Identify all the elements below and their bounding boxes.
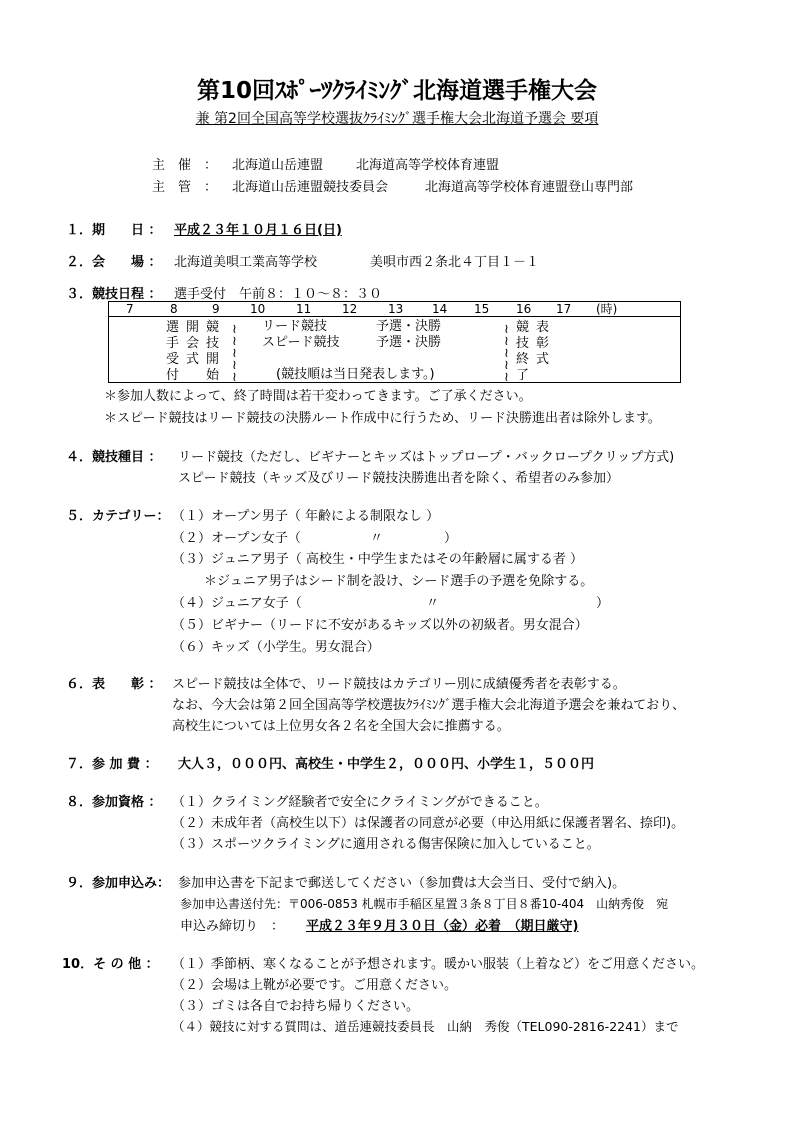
section-5-label: ５．カテゴリー： (66, 509, 170, 524)
hour-10: 10 (250, 302, 266, 316)
section-9-label: ９．参加申込み： (66, 876, 171, 891)
speed-event: スピード競技 (262, 335, 340, 350)
awards-line-3: 高校生については上位男女各２名を全国大会に推薦する。 (172, 719, 510, 734)
host-label: 主 催 ： (152, 158, 218, 173)
col-players: 選 手 受 付 (166, 320, 180, 383)
col-award: 表 彰 式 (536, 320, 550, 367)
category-2: （２）オープン女子（ (172, 531, 301, 546)
manager-2: 北海道高等学校体育連盟登山専門部 (425, 180, 634, 195)
category-3: （３）ジュニア男子（ 高校生・中学生またはその年齢層に属する者 ） (172, 552, 584, 567)
hour-9: 9 (212, 302, 220, 316)
col-start: 競 技 開 始 (206, 320, 220, 383)
deadline-label: 申込み締切り ： (180, 919, 285, 934)
section-1-label: １．期 日 ： (66, 223, 162, 238)
section-4-label: ４．競技種目 ： (66, 450, 162, 465)
venue-name: 北海道美唄工業高等学校 (174, 255, 318, 270)
schedule-note-2: ＊スピード競技はリード競技の決勝ルート作成中に行うため、リード決勝進出者は除外します。 (104, 411, 661, 426)
section-10-label: 10．そ の 他 ： (62, 957, 159, 972)
application-instruction: 参加申込書を下記まで郵送してください（参加費は大会当日、受付で納入)。 (178, 876, 626, 891)
reception-time: 選手受付 午前８：１０～８：３０ (174, 287, 383, 302)
category-3-note: ＊ジュニア男子はシード制を設け、シード選手の予選を免除する。 (204, 574, 594, 589)
category-4-ditto: 〃 (426, 596, 440, 611)
page-subtitle: 兼 第2回全国高等学校選抜ｸﾗｲﾐﾝｸﾞ選手権大会北海道予選会 要項 (195, 111, 599, 127)
awards-line-1: スピード競技は全体で、リード競技はカテゴリー別に成績優秀者を表彰する。 (172, 677, 626, 692)
wavy-divider-right: ≀ ≀ ≀ ≀ ≀ (504, 322, 509, 385)
section-8-label: ８．参加資格 ： (66, 795, 162, 810)
hour-16: 16 (516, 302, 532, 316)
category-5: （５）ビギナー（リードに不安があるキッズ以外の初級者。男女混合） (172, 618, 588, 633)
hour-12: 12 (342, 302, 358, 316)
qualification-3: （３）スポーツクライミングに適用される傷害保険に加入していること。 (172, 837, 600, 852)
schedule-note-1: ＊参加人数によって、終了時間は若干変わってきます。ご了承ください。 (104, 389, 532, 404)
other-4: （４）競技に対する質問は、道岳連競技委員長 山納 秀俊（TEL090-2816-2241）まで (172, 1019, 679, 1034)
section-7-label: ７．参 加 費 ： (66, 757, 158, 772)
event-lead: リード競技（ただし、ビギナーとキッズはトップロープ・バックロープクリップ方式) (178, 450, 675, 465)
other-3: （３）ゴミは各自でお持ち帰りください。 (172, 999, 420, 1014)
venue-address: 美唄市西２条北４丁目１－１ (370, 255, 540, 270)
category-2-ditto: 〃 (370, 531, 384, 546)
hour-13: 13 (388, 302, 404, 316)
other-1: （１）季節柄、寒くなることが予想されます。暖かい服装（上着など）をご用意ください。 (172, 957, 704, 972)
event-speed: スピード競技（キッズ及びリード競技決勝進出者を除く、希望者のみ参加） (178, 471, 619, 486)
section-3-label: ３．競技日程 ： (66, 287, 162, 302)
host-2: 北海道高等学校体育連盟 (356, 158, 500, 173)
section-2-label: ２．会 場 ： (66, 255, 162, 270)
deadline-value: 平成２３年９月３０日（金）必着 （期日厳守) (306, 919, 579, 934)
hour-14: 14 (432, 302, 448, 316)
order-note: (競技順は当日発表します。) (276, 367, 435, 382)
application-address: 参加申込書送付先：〒006-0853 札幌市手稲区星置３条８丁目８番10-404 山納秀俊 宛 (180, 897, 669, 911)
section-6-label: ６．表 彰 ： (66, 677, 162, 692)
hour-17: 17 (556, 302, 572, 316)
category-4: （４）ジュニア女子（ (172, 596, 302, 611)
other-2: （２）会場は上靴が必要です。ご用意ください。 (172, 978, 457, 993)
host-1: 北海道山岳連盟 (232, 158, 324, 173)
hour-unit: (時) (596, 302, 618, 316)
qualification-2: （２）未成年者（高校生以下）は保護者の同意が必要（申込用紙に保護者署名、捺印)。 (172, 816, 685, 831)
hour-8: 8 (170, 302, 178, 316)
awards-line-2: なお、今大会は第２回全国高等学校選抜ｸﾗｲﾐﾝｸﾞ選手権大会北海道予選会を兼ねており、 (172, 698, 686, 713)
hour-15: 15 (474, 302, 490, 316)
category-2-close: ） (444, 531, 458, 546)
category-1: （１）オープン男子（ 年齢による制限なし ） (172, 509, 440, 524)
col-opening: 開 会 式 (186, 320, 200, 367)
page-title: 第10回ｽﾎﾟｰﾂｸﾗｲﾐﾝｸﾞ北海道選手権大会 (196, 78, 597, 104)
wavy-divider-left: ≀ ≀ ≀ ≀ ≀ (232, 322, 237, 385)
entry-fee: 大人３，０００円、高校生・中学生２，０００円、小学生１，５００円 (178, 757, 595, 772)
lead-event: リード競技 (262, 319, 328, 334)
col-end: 競 技 終 了 (516, 320, 530, 383)
hour-7: 7 (126, 302, 134, 316)
qualification-1: （１）クライミング経験者で安全にクライミングができること。 (172, 795, 548, 810)
hour-11: 11 (296, 302, 312, 316)
category-6: （６）キッズ（小学生。男女混合） (172, 640, 380, 655)
lead-round: 予選・決勝 (376, 319, 442, 334)
manager-label: 主 管 ： (152, 180, 218, 195)
manager-1: 北海道山岳連盟競技委員会 (232, 180, 389, 195)
event-date: 平成２３年１０月１６日(日) (174, 223, 342, 238)
category-4-close: ） (596, 596, 610, 611)
speed-round: 予選・決勝 (376, 335, 442, 350)
